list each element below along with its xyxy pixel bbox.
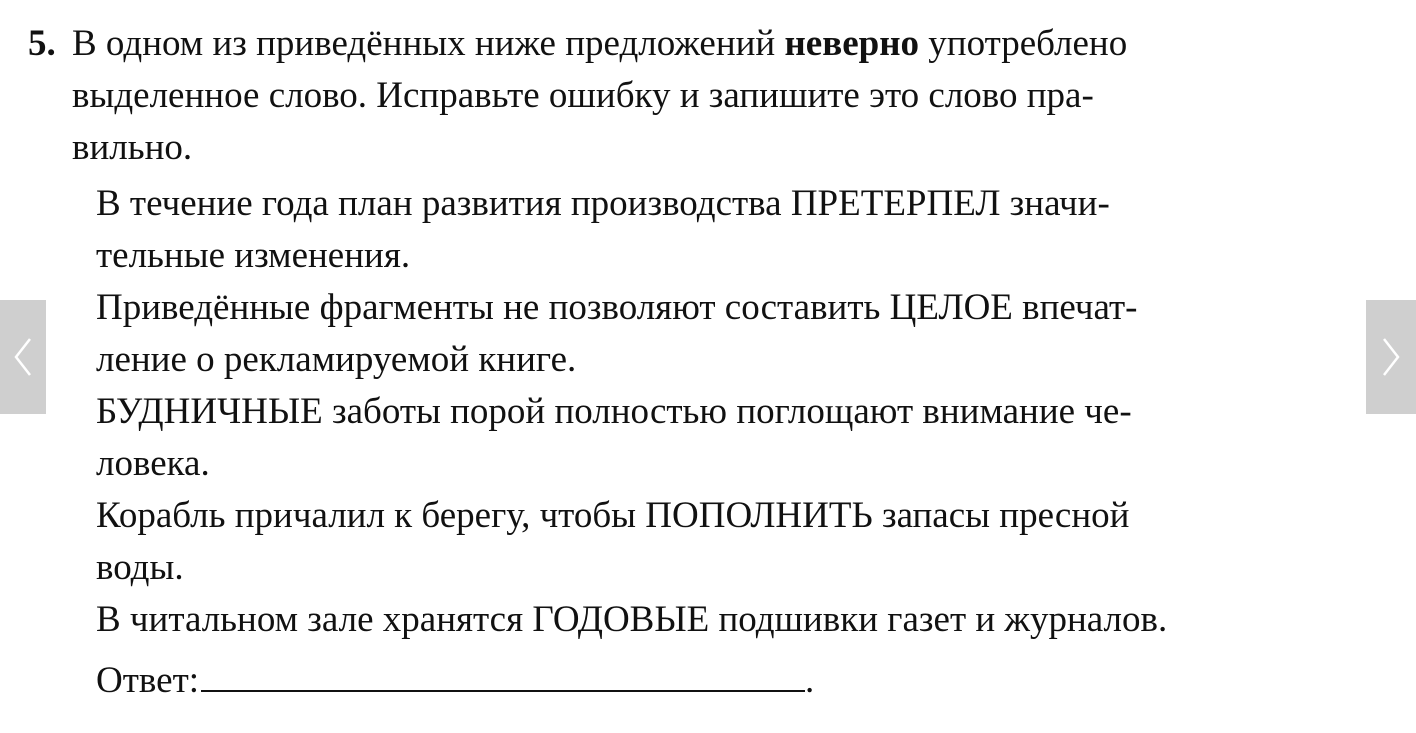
sentence-3-line-2: ловека. — [96, 443, 210, 484]
answer-row — [96, 655, 814, 707]
chevron-right-icon — [1380, 335, 1402, 379]
sentence-3-line-1: БУДНИЧНЫЕ заботы порой полностью поглощают внимание че- — [96, 391, 1132, 432]
question-line-1 — [28, 18, 1368, 70]
answer-label: Ответ: — [96, 660, 200, 701]
sentence-2-line-2: ление о рекламируемой книге. — [96, 339, 577, 380]
answer-end: . — [805, 660, 815, 701]
sentence-1-line-1: В течение года план развития производства ПРЕТЕРПЕЛ значи- — [96, 183, 1110, 224]
sentence-3 — [96, 386, 1366, 490]
sentence-1 — [96, 178, 1366, 282]
question-line-2: выделенное слово. Исправьте ошибку и запишите это слово пра- — [72, 75, 1094, 116]
chevron-left-icon — [12, 335, 34, 379]
sentence-4-line-2: воды. — [96, 547, 184, 588]
sentence-list — [96, 178, 1366, 646]
question-emphasis: неверно — [784, 23, 920, 64]
sentence-1-line-2: тельные изменения. — [96, 235, 411, 276]
sentence-2-line-1: Приведённые фрагменты не позволяют составить ЦЕЛОЕ впечат- — [96, 287, 1138, 328]
sentence-2 — [96, 282, 1366, 386]
sentence-5-line-1: В читальном зале хранятся ГОДОВЫЕ подшивки газет и журналов. — [96, 599, 1168, 640]
question-number: 5. — [28, 23, 56, 64]
sentence-4-line-1: Корабль причалил к берегу, чтобы ПОПОЛНИТЬ запасы пресной — [96, 495, 1130, 536]
question-text-end: употреблено — [919, 23, 1128, 64]
sentence-5 — [96, 594, 1366, 646]
next-button[interactable] — [1366, 300, 1416, 414]
question-text-start: В одном из приведённых ниже предложений — [72, 23, 785, 64]
prev-button[interactable] — [0, 300, 46, 414]
answer-blank — [201, 656, 805, 692]
question-line-3: вильно. — [72, 127, 193, 168]
question-block — [28, 18, 1368, 174]
sentence-4 — [96, 490, 1366, 594]
